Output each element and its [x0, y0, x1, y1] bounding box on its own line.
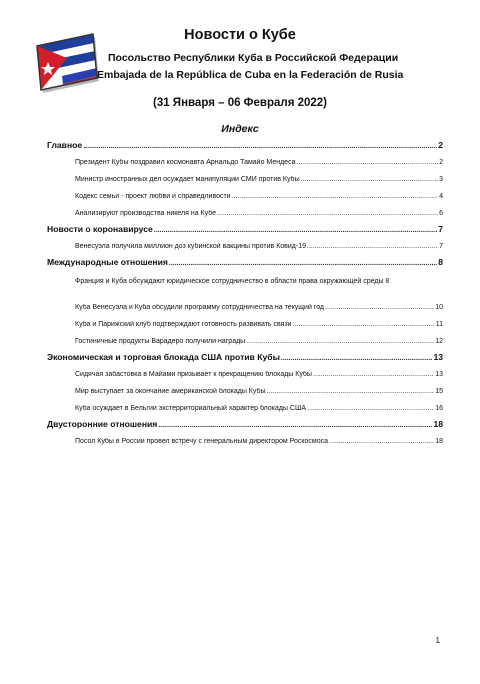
toc-item-title: Гостиничные продукты Варадеро получили награды	[75, 338, 246, 345]
toc-item[interactable]	[47, 188, 443, 205]
toc-item[interactable]	[47, 366, 443, 383]
toc-leader-dots	[158, 422, 432, 429]
toc-leader-dots	[307, 243, 438, 250]
bullet-icon	[58, 276, 64, 284]
toc-leader-dots	[154, 227, 437, 234]
toc-item[interactable]	[47, 383, 443, 400]
toc-page-number: 7	[438, 224, 443, 234]
toc-section-title: Международные отношения	[47, 257, 168, 267]
date-range: (31 Января – 06 Февраля 2022)	[152, 97, 328, 109]
toc-page-number: 12	[435, 338, 443, 345]
toc-item-title: Франция и Куба обсуждают юридическое сотрудничество в области права окружающей среды 8	[75, 278, 390, 285]
toc-section-coronavirus[interactable]	[47, 224, 443, 238]
toc-page-number: 8	[438, 257, 443, 267]
toc-page-number: 15	[435, 388, 443, 395]
bullet-icon	[58, 386, 64, 394]
bullet-icon	[58, 436, 64, 444]
toc-page-number: 13	[433, 352, 443, 362]
toc-leader-dots	[329, 438, 434, 445]
toc-section-title: Двусторонние отношения	[47, 419, 158, 429]
toc-section-title: Новости о коронавирусе	[47, 224, 153, 234]
toc-leader-dots	[301, 176, 438, 183]
toc-item[interactable]	[47, 400, 443, 417]
bullet-icon	[58, 174, 64, 182]
bullet-icon	[58, 191, 64, 199]
toc-item-title: Венесуэла получила миллион доз кубинской вакцины против Ковид-19	[75, 243, 306, 250]
toc-item-title: Министр иностранных дел осуждает манипуляции СМИ против Кубы	[75, 176, 300, 183]
toc-page-number: 16	[435, 405, 443, 412]
toc-item-title: Кодекс семьи - проект любви и справедливости	[75, 193, 231, 200]
toc-item[interactable]	[47, 154, 443, 171]
toc-section-title: Экономическая и торговая блокада США против Кубы	[47, 352, 280, 362]
toc-leader-dots	[169, 260, 437, 267]
page-number: 1	[435, 636, 440, 645]
toc-leader-dots	[325, 304, 434, 311]
toc-leader-dots	[246, 338, 434, 345]
toc-item-title: Куба и Парижский клуб подтверждают готовность развивать связи	[75, 321, 292, 328]
toc-page-number: 18	[433, 419, 443, 429]
toc-item[interactable]	[47, 271, 443, 299]
toc-section-main[interactable]	[47, 140, 443, 154]
toc-item-title: Мир выступает за окончание американской блокады Кубы	[75, 388, 266, 395]
index-heading: Индекс	[221, 123, 259, 135]
embassy-name-russian: Посольство Республики Куба в Российской Федерации	[108, 52, 399, 64]
toc-page-number: 11	[435, 321, 443, 328]
toc-item-title: Сидячая забастовка в Майами призывает к прекращению блокады Кубы	[75, 371, 312, 378]
toc-leader-dots	[307, 405, 434, 412]
toc-item-title: Куба Венесуэла и Куба обсудили программу сотрудничества на текущий год	[75, 304, 325, 311]
toc-item-title: Посол Кубы в России провел встречу с генеральным директором Роскосмоса	[75, 438, 329, 445]
toc-item-title: Президент Кубы поздравил космонавта Арнальдо Тамайо Мендеса	[75, 159, 296, 166]
toc-section-international[interactable]	[47, 257, 443, 271]
toc-item[interactable]	[47, 238, 443, 255]
toc-page-number: 4	[439, 193, 443, 200]
bullet-icon	[58, 369, 64, 377]
toc-leader-dots	[83, 143, 437, 150]
toc-leader-dots	[281, 355, 433, 362]
toc-section-blockade[interactable]	[47, 352, 443, 366]
toc-item[interactable]	[47, 333, 443, 350]
toc-item[interactable]	[47, 171, 443, 188]
embassy-name-spanish: Embajada de la República de Cuba en la Federación de Rusia	[97, 69, 404, 81]
bullet-icon	[58, 241, 64, 249]
toc-page-number: 13	[435, 371, 443, 378]
bullet-icon	[58, 302, 64, 310]
bullet-icon	[58, 208, 64, 216]
toc-page-number: 18	[435, 438, 443, 445]
table-of-contents	[47, 138, 443, 450]
toc-item-title: Анализируют производства никеля на Кубе	[75, 210, 217, 217]
toc-item[interactable]	[47, 205, 443, 222]
toc-page-number: 2	[438, 140, 443, 150]
toc-page-number: 3	[439, 176, 443, 183]
toc-section-title: Главное	[47, 140, 83, 150]
bullet-icon	[58, 336, 64, 344]
toc-page-number: 6	[439, 210, 443, 217]
toc-leader-dots	[232, 193, 439, 200]
toc-item[interactable]	[47, 316, 443, 333]
toc-item[interactable]	[47, 433, 443, 450]
page-title: Новости о Кубе	[184, 27, 296, 43]
toc-page-number: 10	[435, 304, 443, 311]
toc-item-title: Куба осуждает в Бельгии экстерриториальный характер блокады США	[75, 405, 307, 412]
toc-leader-dots	[296, 159, 438, 166]
toc-leader-dots	[293, 321, 435, 328]
toc-leader-dots	[267, 388, 435, 395]
toc-section-bilateral[interactable]	[47, 419, 443, 433]
toc-leader-dots	[217, 210, 438, 217]
toc-page-number: 2	[439, 159, 443, 166]
toc-item[interactable]	[47, 299, 443, 316]
bullet-icon	[58, 319, 64, 327]
bullet-icon	[58, 157, 64, 165]
toc-page-number: 7	[439, 243, 443, 250]
bullet-icon	[58, 403, 64, 411]
toc-leader-dots	[313, 371, 434, 378]
